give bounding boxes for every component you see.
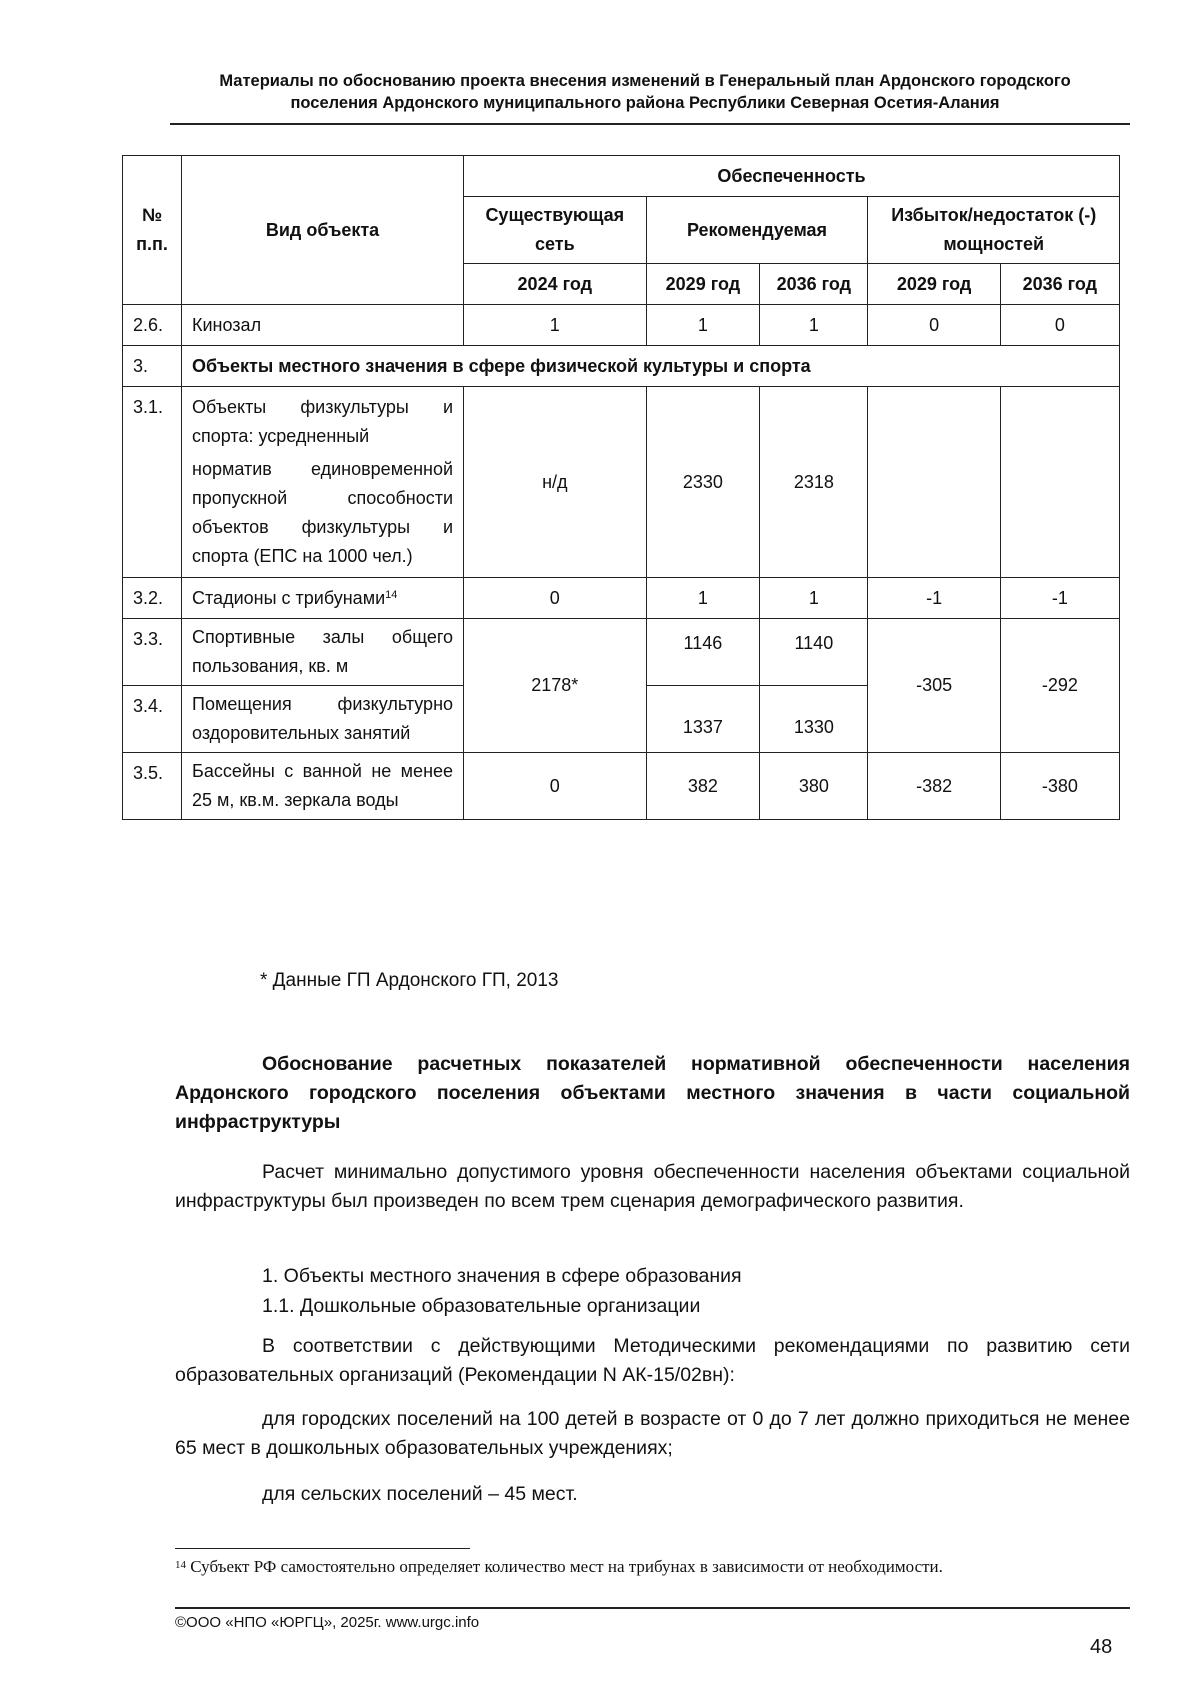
col-surplus-header: Избыток/недостаток (-) мощностей: [868, 197, 1120, 264]
cell-2036: 2318: [760, 387, 868, 578]
row-name: [182, 578, 464, 619]
cell-delta-2029-merged: -305: [868, 619, 1000, 753]
row-num: 3.1.: [123, 387, 182, 578]
row-num: 2.6.: [123, 305, 182, 346]
row-name: [182, 387, 464, 578]
row-name-part-2: норматив единовременной пропускной способности объектов физкультуры и спорта (ЕПС на 1000 чел.): [192, 459, 454, 566]
cell-2029: 1146: [646, 619, 760, 686]
provision-table: [122, 155, 1120, 820]
table-row: [123, 578, 1120, 619]
header-line-2: поселения Ардонского муниципального района Республики Северная Осетия-Алания: [290, 94, 1000, 112]
row-name: Кинозал: [182, 305, 464, 346]
cell-2029: 1: [646, 305, 760, 346]
year-2029-surplus-header: 2029 год: [868, 264, 1000, 305]
cell-delta-2036: 0: [1000, 305, 1119, 346]
paragraph: для городских поселений на 100 детей в возрасте от 0 до 7 лет должно приходиться не менее 65 мест в дошкольных образовательных учреждениях;: [175, 1408, 1130, 1459]
page-number: 48: [1090, 1636, 1113, 1658]
header-rule: [170, 123, 1130, 125]
row-name: Спортивные залы общего пользования, кв. м: [182, 619, 464, 686]
cell-delta-2036-merged: -292: [1000, 619, 1119, 753]
row-num: 3.5.: [123, 753, 182, 820]
cell-2036: 1330: [760, 686, 868, 753]
table-header-row-1: [123, 156, 1120, 197]
cell-delta-2029: -382: [868, 753, 1000, 820]
table-row: [123, 619, 1120, 686]
row-num: 3.4.: [123, 686, 182, 753]
row-num: 3.2.: [123, 578, 182, 619]
cell-2024-merged: 2178*: [464, 619, 647, 753]
col-provision-header: Обеспеченность: [464, 156, 1120, 197]
col-existing-header: Существующая сеть: [464, 197, 647, 264]
section-heading: Обоснование расчетных показателей нормативной обеспеченности населения Ардонского городского поселения объектами местного значения в части социальной инфраструктуры: [175, 1053, 1130, 1133]
cell-delta-2036: -1: [1000, 578, 1119, 619]
cell-delta-2029: -1: [868, 578, 1000, 619]
list-item: 1. Объекты местного значения в сфере образования: [262, 1265, 742, 1287]
table-note: * Данные ГП Ардонского ГП, 2013: [260, 970, 559, 991]
row-name: Помещения физкультурно оздоровительных занятий: [182, 686, 464, 753]
row-num: 3.3.: [123, 619, 182, 686]
header-line-1: Материалы по обоснованию проекта внесения изменений в Генеральный план Ардонского городского: [219, 72, 1071, 90]
cell-2029: 382: [646, 753, 760, 820]
cell-2036: 1140: [760, 619, 868, 686]
cell-2036: 1: [760, 578, 868, 619]
cell-delta-2036: [1000, 387, 1119, 578]
table-row: [123, 387, 1120, 578]
col-num-header: № п.п.: [123, 156, 182, 305]
footnote-text: Субъект РФ самостоятельно определяет количество мест на трибунах в зависимости от необходимости.: [186, 1557, 943, 1576]
table-row: [123, 305, 1120, 346]
document-header: [170, 70, 1120, 114]
footer-rule: [175, 1607, 1130, 1609]
year-2036-rec-header: 2036 год: [760, 264, 868, 305]
paragraph: Расчет минимально допустимого уровня обеспеченности населения объектами социальной инфраструктуры был произведен по всем трем сценария демографического развития.: [175, 1161, 1130, 1212]
footnote-ref: 14: [385, 588, 398, 601]
row-num: 3.: [123, 346, 182, 387]
footnote: [175, 1556, 1130, 1578]
paragraph: В соответствии с действующими Методическими рекомендациями по развитию сети образовательных организаций (Рекомендации N АК-15/02вн):: [175, 1335, 1130, 1386]
section-title: Объекты местного значения в сфере физической культуры и спорта: [182, 346, 1120, 387]
footnote-number: 14: [175, 1559, 186, 1571]
footnote-rule: [175, 1548, 470, 1549]
col-type-header: Вид объекта: [182, 156, 464, 305]
cell-delta-2029: 0: [868, 305, 1000, 346]
cell-2024: 0: [464, 753, 647, 820]
cell-2024: 0: [464, 578, 647, 619]
cell-2029: 1337: [646, 686, 760, 753]
cell-2029: 1: [646, 578, 760, 619]
row-name-part-1: Объекты физкультуры и спорта: усредненный: [192, 397, 454, 446]
table-row: [123, 753, 1120, 820]
year-2024-header: 2024 год: [464, 264, 647, 305]
cell-2024: 1: [464, 305, 647, 346]
table-section-row: [123, 346, 1120, 387]
year-2029-rec-header: 2029 год: [646, 264, 760, 305]
year-2036-surplus-header: 2036 год: [1000, 264, 1119, 305]
cell-2036: 380: [760, 753, 868, 820]
cell-delta-2036: -380: [1000, 753, 1119, 820]
cell-delta-2029: [868, 387, 1000, 578]
footer-copyright: ©ООО «НПО «ЮРГЦ», 2025г. www.urgc.info: [175, 1614, 480, 1631]
cell-2029: 2330: [646, 387, 760, 578]
paragraph: для сельских поселений – 45 мест.: [262, 1483, 578, 1505]
row-name: Бассейны с ванной не менее 25 м, кв.м. зеркала воды: [182, 753, 464, 820]
cell-2024: н/д: [464, 387, 647, 578]
list-item: 1.1. Дошкольные образовательные организации: [262, 1295, 701, 1317]
col-recommended-header: Рекомендуемая: [646, 197, 868, 264]
row-name-text: Стадионы с трибунами: [192, 587, 386, 608]
cell-2036: 1: [760, 305, 868, 346]
